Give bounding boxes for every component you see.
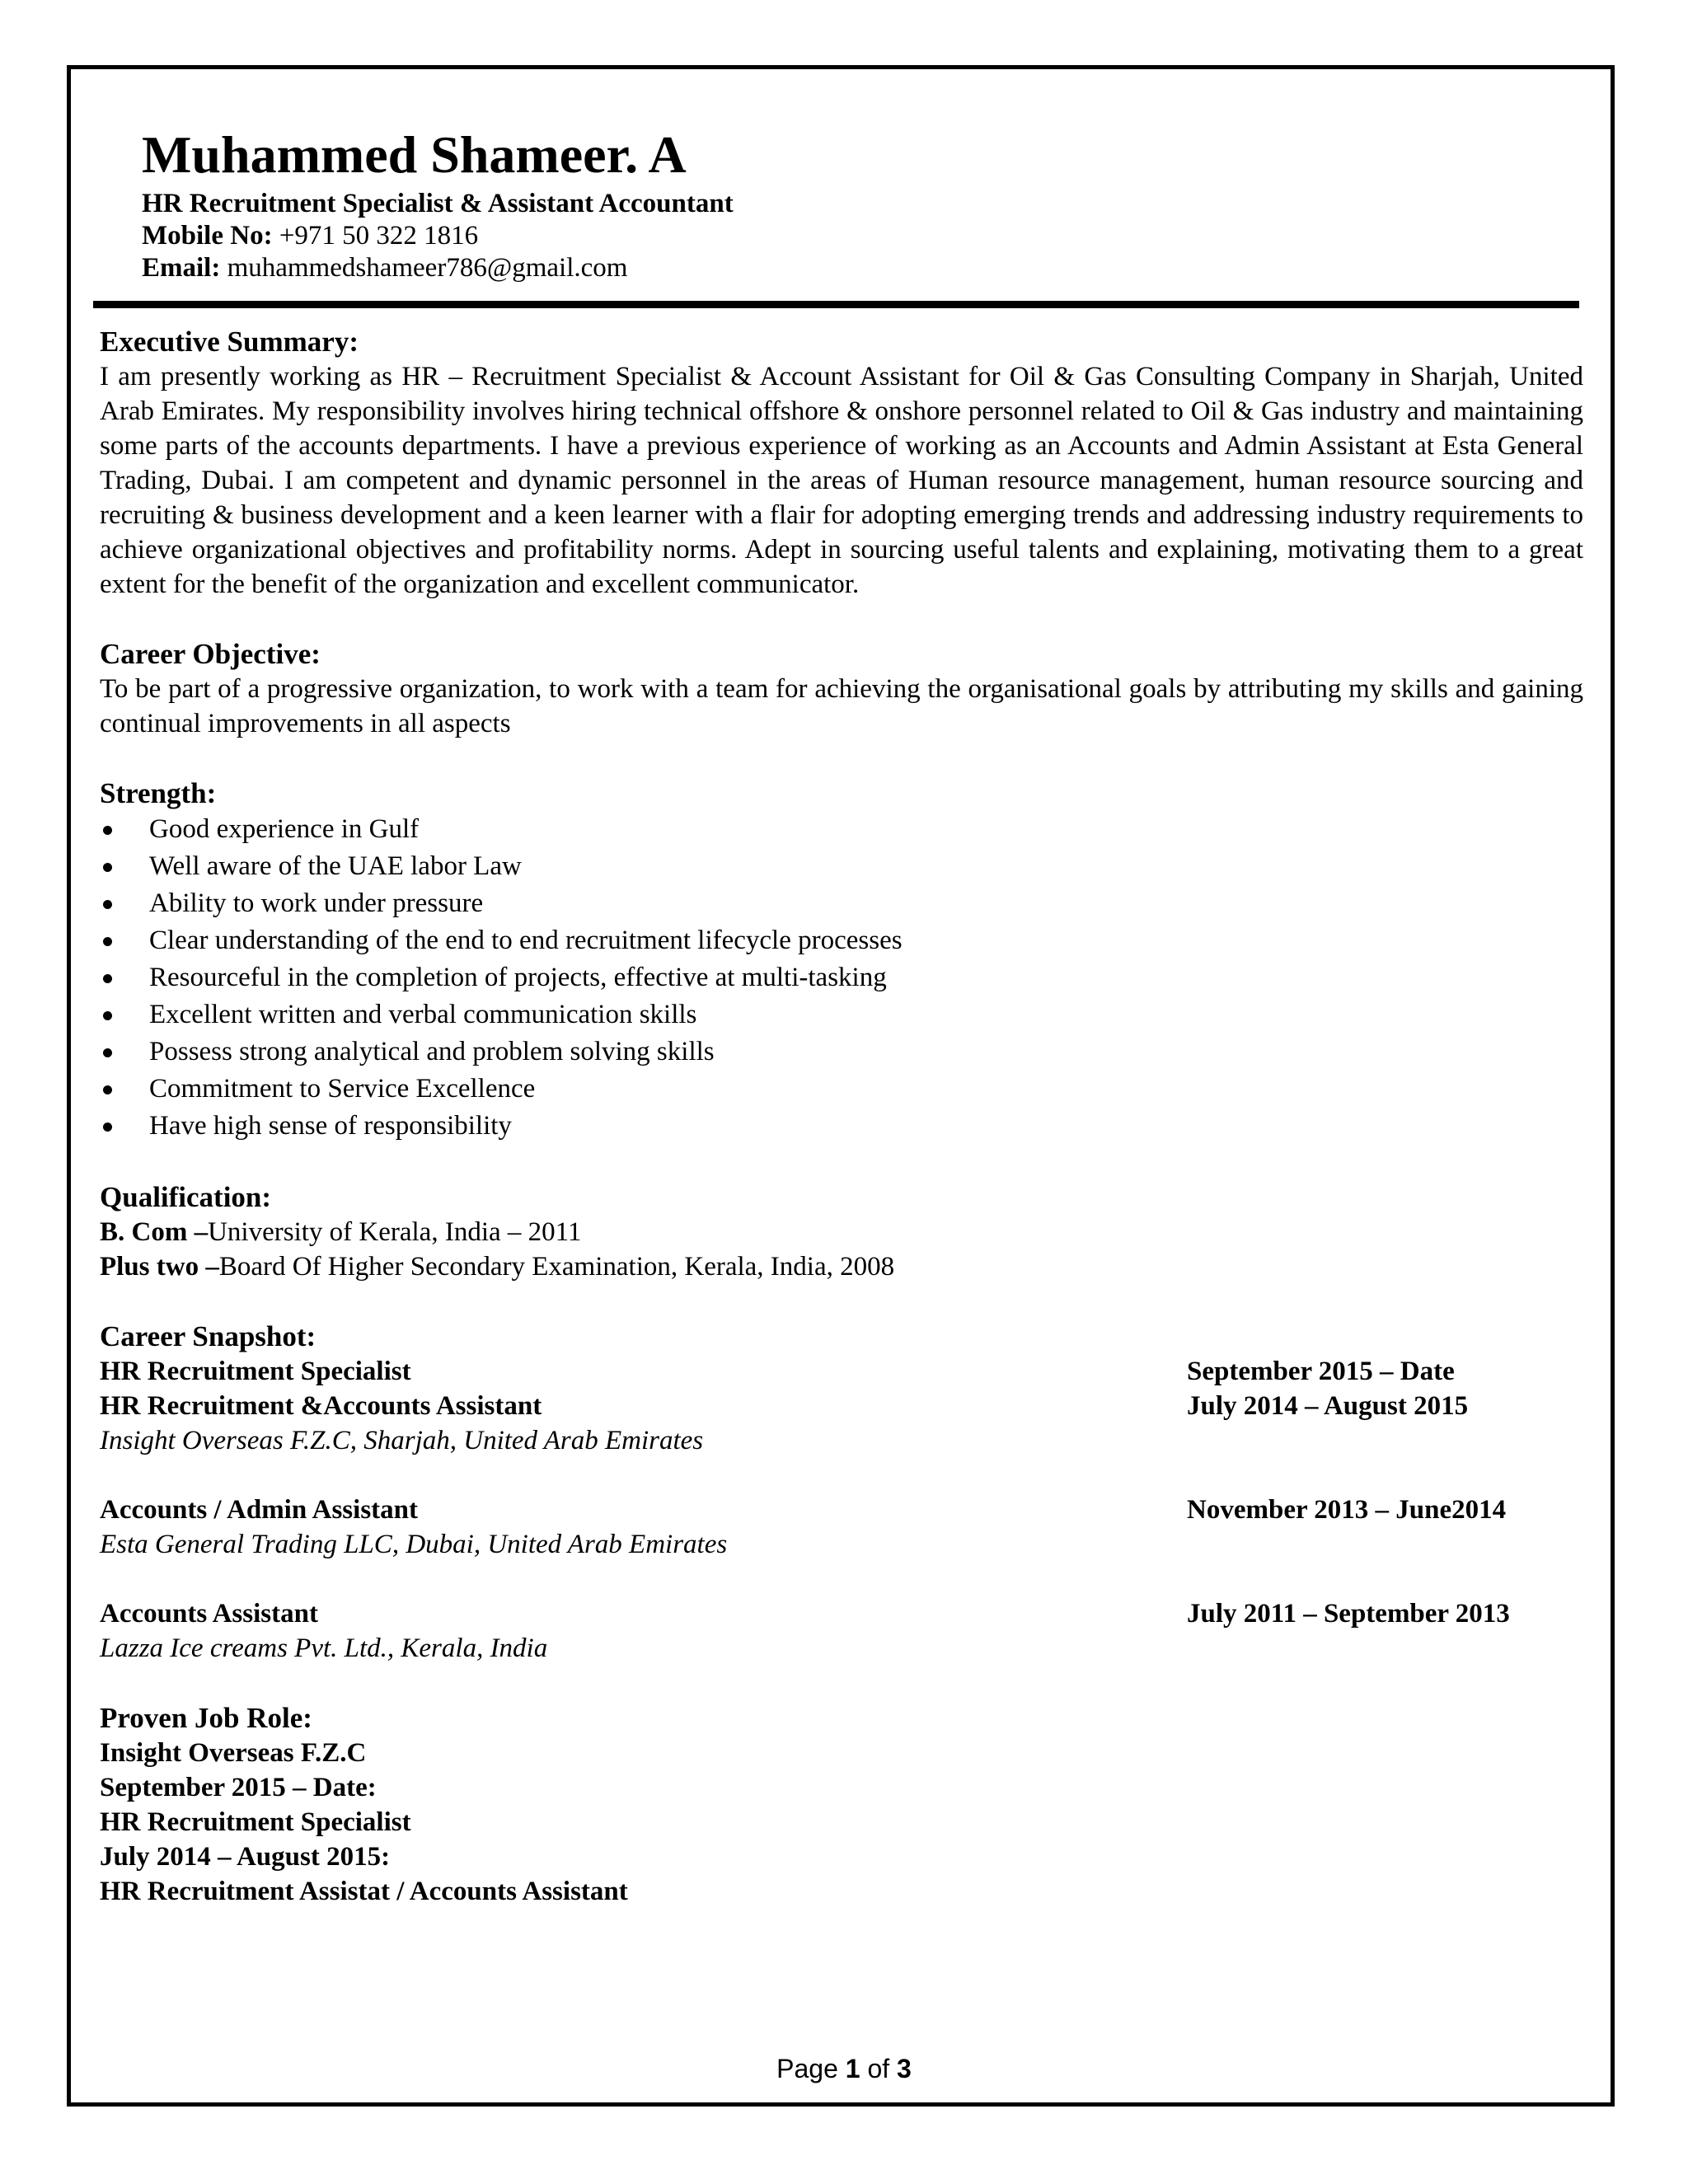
snapshot-row [100, 1596, 1583, 1631]
objective-heading: Career Objective: [100, 638, 321, 670]
snapshot-row [100, 1493, 1583, 1527]
proven-line: Insight Overseas F.Z.C [100, 1738, 367, 1768]
bullet-icon [103, 1085, 112, 1094]
list-item-text: Commitment to Service Excellence [149, 1074, 536, 1104]
list-item [100, 885, 1583, 922]
email-line [142, 252, 734, 284]
list-item [100, 811, 1583, 848]
mobile-label: Mobile No: [142, 221, 273, 251]
company-name: Insight Overseas F.Z.C, Sharjah, United Arab Emirates [100, 1426, 704, 1455]
mobile-value: +971 50 322 1816 [272, 221, 479, 251]
list-item-text: Well aware of the UAE labor Law [149, 851, 522, 881]
bullet-icon [103, 863, 112, 872]
proven-line: HR Recruitment Assistat / Accounts Assistant [100, 1877, 628, 1906]
snapshot-row [100, 1389, 1583, 1423]
list-item-text: Excellent written and verbal communication skills [149, 1000, 697, 1029]
company-name: Esta General Trading LLC, Dubai, United Arab Emirates [100, 1530, 728, 1559]
bullet-icon [103, 900, 112, 909]
role-dates: November 2013 – June2014 [1187, 1495, 1507, 1525]
strength-heading: Strength: [100, 777, 217, 809]
degree-detail: Board Of Higher Secondary Examination, Kerala, India, 2008 [218, 1252, 895, 1282]
qualification-item [100, 1215, 1583, 1249]
list-item-text: Ability to work under pressure [149, 888, 484, 918]
bullet-icon [103, 974, 112, 983]
proven-heading: Proven Job Role: [100, 1702, 312, 1734]
role-title: Accounts Assistant [100, 1599, 318, 1629]
summary-heading: Executive Summary: [100, 326, 359, 358]
candidate-name: Muhammed Shameer. A [142, 125, 687, 184]
list-item [100, 996, 1583, 1033]
list-item-text: Resourceful in the completion of projects, effective at multi-tasking [149, 963, 887, 992]
list-item-text: Good experience in Gulf [149, 814, 420, 844]
degree-name: B. Com – [100, 1217, 209, 1247]
qualification-item [100, 1249, 1583, 1284]
page-number: 1 [845, 2054, 860, 2083]
list-item [100, 1071, 1583, 1108]
resume-body [100, 324, 1583, 1909]
strength-list [100, 811, 1583, 1145]
of-word: of [860, 2054, 898, 2083]
objective-text: To be part of a progressive organization, to work with a team for achieving the organisational goals by attributing my skills and gaining continual improvements in all aspects [100, 674, 1583, 738]
role-title: HR Recruitment Specialist [100, 1357, 411, 1386]
list-item [100, 1108, 1583, 1145]
bullet-icon [103, 1011, 112, 1020]
list-item [100, 1033, 1583, 1071]
bullet-icon [103, 1122, 112, 1132]
email-value: muhammedshameer786@gmail.com [220, 253, 628, 283]
summary-text: I am presently working as HR – Recruitment Specialist & Account Assistant for Oil & Gas Consulting Company in Sharjah, United Arab Emirates. My responsibility involves hiring technical offshore & onshore personnel related to Oil & Gas industry and maintaining some parts of the accounts departments. I have a previous experience of working as an Accounts and Admin Assistant at Esta General Trading, Dubai. I am competent and dynamic personnel in the areas of Human resource management, human resource sourcing and recruiting & business development and a keen learner with a flair for adopting emerging trends and addressing industry requirements to achieve organizational objectives and profitability norms. Adept in sourcing useful talents and explaining, motivating them to a great extent for the benefit of the organization and excellent communicator. [100, 362, 1583, 599]
list-item-text: Have high sense of responsibility [149, 1111, 512, 1141]
header-divider [93, 301, 1579, 308]
role-dates: July 2011 – September 2013 [1187, 1599, 1510, 1629]
resume-header [142, 122, 734, 284]
proven-line: HR Recruitment Specialist [100, 1807, 411, 1837]
page-total: 3 [897, 2054, 912, 2083]
list-item [100, 922, 1583, 959]
page-footer [0, 2052, 1688, 2085]
proven-line: September 2015 – Date: [100, 1773, 377, 1802]
role-dates: July 2014 – August 2015 [1187, 1391, 1469, 1421]
page-word: Page [776, 2054, 846, 2083]
list-item [100, 848, 1583, 885]
bullet-icon [103, 937, 112, 946]
qualification-heading: Qualification: [100, 1181, 272, 1213]
bullet-icon [103, 1048, 112, 1057]
role-title: HR Recruitment &Accounts Assistant [100, 1391, 542, 1421]
email-label: Email: [142, 253, 221, 283]
job-title: HR Recruitment Specialist & Assistant Accountant [142, 189, 734, 218]
list-item-text: Possess strong analytical and problem solving skills [149, 1037, 715, 1066]
list-item-text: Clear understanding of the end to end recruitment lifecycle processes [149, 926, 903, 955]
role-dates: September 2015 – Date [1187, 1357, 1455, 1386]
company-name: Lazza Ice creams Pvt. Ltd., Kerala, India [100, 1633, 548, 1663]
degree-detail: University of Kerala, India – 2011 [208, 1217, 582, 1247]
snapshot-heading: Career Snapshot: [100, 1320, 316, 1352]
list-item [100, 959, 1583, 996]
role-title: Accounts / Admin Assistant [100, 1495, 418, 1525]
degree-name: Plus two – [100, 1252, 219, 1282]
proven-line: July 2014 – August 2015: [100, 1842, 391, 1872]
bullet-icon [103, 826, 112, 835]
mobile-line [142, 220, 734, 252]
snapshot-row [100, 1354, 1583, 1389]
